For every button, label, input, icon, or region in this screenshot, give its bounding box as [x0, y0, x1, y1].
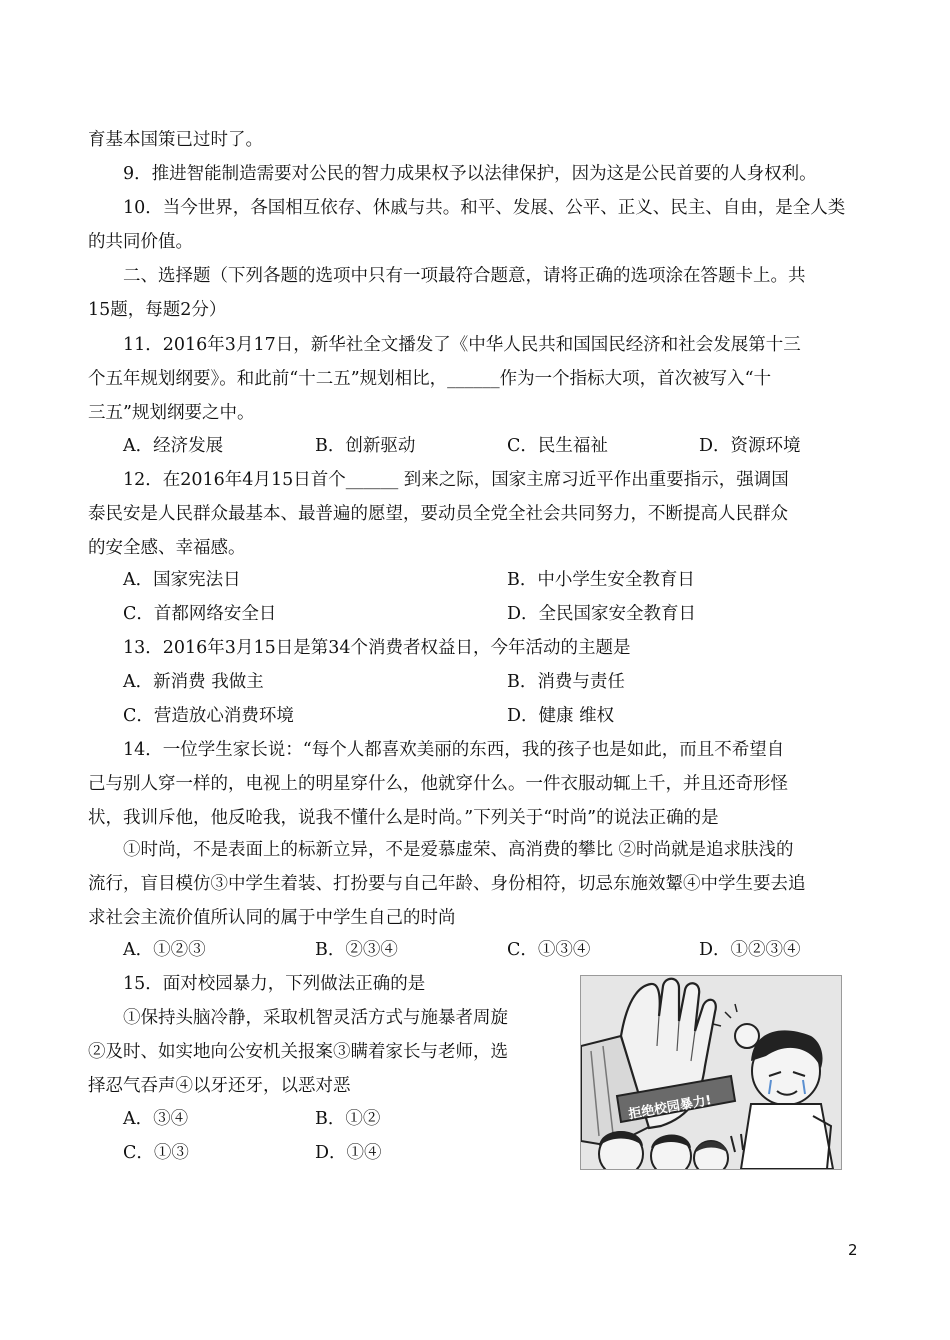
question-9: 9．推进智能制造需要对公民的智力成果权予以法律保护，因为这是公民首要的人身权利。: [123, 164, 817, 184]
question-15-items-3: 择忍气吞声④以牙还牙，以恶对恶: [88, 1076, 351, 1096]
q15-option-c: C．①③: [123, 1143, 189, 1163]
q11-option-d: D．资源环境: [699, 436, 801, 456]
q15-option-d: D．①④: [315, 1143, 382, 1163]
question-11-cont-2: 三五”规划纲要之中。: [88, 403, 255, 423]
q14-option-c: C．①③④: [507, 940, 591, 960]
question-12-cont-2: 的安全感、幸福感。: [88, 538, 246, 558]
question-14-items-3: 求社会主流价值所认同的属于中学生自己的时尚: [88, 908, 456, 928]
question-14-cont-2: 状，我训斥他，他反呛我，说我不懂什么是时尚。”下列关于“时尚”的说法正确的是: [88, 808, 719, 828]
q12-option-b: B．中小学生安全教育日: [507, 570, 695, 590]
q15-option-a: A．③④: [123, 1109, 189, 1129]
question-15: 15．面对校园暴力，下列做法正确的是: [123, 974, 426, 994]
q13-option-b: B．消费与责任: [507, 672, 625, 692]
question-13: 13．2016年3月15日是第34个消费者权益日，今年活动的主题是: [123, 638, 631, 658]
q13-option-d: D．健康 维权: [507, 706, 615, 726]
section-heading-cont: 15题，每题2分）: [88, 300, 227, 320]
question-11-cont-1: 个五年规划纲要》。和此前“十二五”规划相比，______作为一个指标大项，首次被写入“十: [88, 369, 772, 389]
q14-option-d: D．①②③④: [699, 940, 801, 960]
q14-option-a: A．①②③: [123, 940, 206, 960]
question-11: 11．2016年3月17日，新华社全文播发了《中华人民共和国国民经济和社会发展第十三: [123, 335, 801, 355]
q13-option-a: A．新消费 我做主: [123, 672, 264, 692]
question-15-items-2: ②及时、如实地向公安机关报案③瞒着家长与老师，选: [88, 1042, 508, 1062]
sign-text: 拒绝校园暴力!: [627, 1093, 713, 1123]
question-14: 14．一位学生家长说：“每个人都喜欢美丽的东西，我的孩子也是如此，而且不希望自: [123, 740, 785, 760]
question-14-items-2: 流行，盲目模仿③中学生着装、打扮要与自己年龄、身份相符，切忌东施效颦④中学生要去追: [88, 874, 806, 894]
q11-option-a: A．经济发展: [123, 436, 224, 456]
q12-option-a: A．国家宪法日: [123, 570, 241, 590]
q12-option-d: D．全民国家安全教育日: [507, 604, 697, 624]
q13-option-c: C．营造放心消费环境: [123, 706, 294, 726]
question-12-cont-1: 泰民安是人民群众最基本、最普遍的愿望，要动员全党全社会共同努力，不断提高人民群众: [88, 504, 788, 524]
text-line-1: 育基本国策已过时了。: [88, 130, 263, 150]
question-14-items-1: ①时尚，不是表面上的标新立异，不是爱慕虚荣、高消费的攀比 ②时尚就是追求肤浅的: [123, 840, 794, 860]
q11-option-b: B．创新驱动: [315, 436, 416, 456]
section-heading-choice: 二、选择题（下列各题的选项中只有一项最符合题意，请将正确的选项涂在答题卡上。共: [123, 266, 806, 286]
q15-option-b: B．①②: [315, 1109, 381, 1129]
question-10-cont: 的共同价值。: [88, 232, 193, 252]
page-number: 2: [848, 1241, 858, 1259]
question-15-items-1: ①保持头脑冷静，采取机智灵活方式与施暴者周旋: [123, 1008, 508, 1028]
anti-bullying-cartoon: [580, 975, 842, 1170]
question-10: 10．当今世界，各国相互依存、休戚与共。和平、发展、公平、正义、民主、自由，是全人类: [123, 198, 846, 218]
question-14-cont-1: 己与别人穿一样的，电视上的明星穿什么，他就穿什么。一件衣服动辄上千，并且还奇形怪: [88, 774, 788, 794]
q11-option-c: C．民生福祉: [507, 436, 608, 456]
q14-option-b: B．②③④: [315, 940, 398, 960]
q12-option-c: C．首都网络安全日: [123, 604, 277, 624]
question-12: 12．在2016年4月15日首个______ 到来之际，国家主席习近平作出重要指示，强调国: [123, 470, 789, 490]
